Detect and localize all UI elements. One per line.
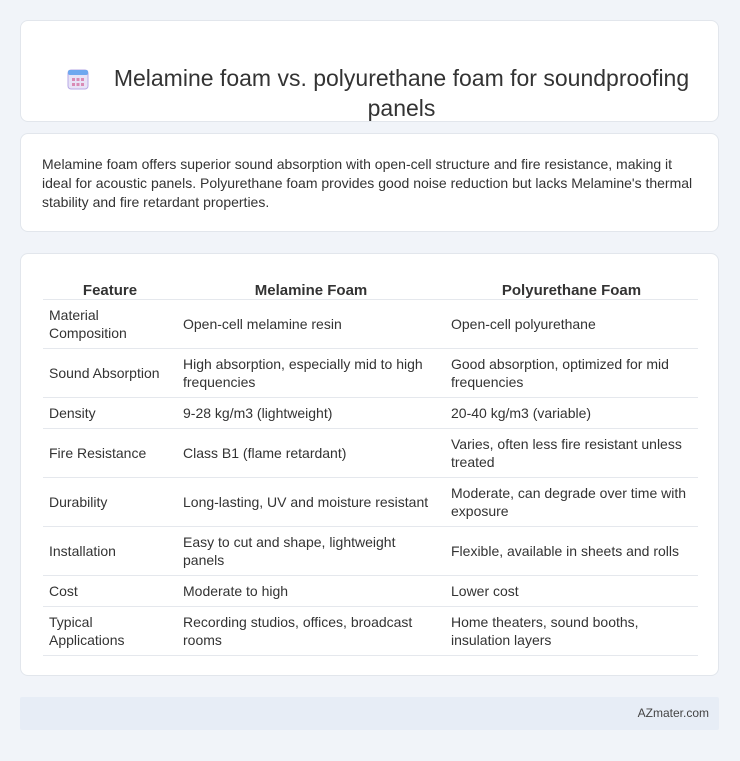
feature-cell: Sound Absorption bbox=[43, 348, 177, 397]
melamine-cell: Recording studios, offices, broadcast rooms bbox=[177, 606, 445, 655]
calendar-grid-icon bbox=[67, 68, 89, 90]
melamine-cell: Moderate to high bbox=[177, 575, 445, 606]
table-row bbox=[43, 428, 698, 477]
table-header-row bbox=[43, 276, 698, 299]
melamine-cell: 9-28 kg/m3 (lightweight) bbox=[177, 397, 445, 428]
column-header-melamine: Melamine Foam bbox=[254, 281, 368, 299]
polyurethane-cell: Flexible, available in sheets and rolls bbox=[445, 526, 698, 575]
feature-cell: Cost bbox=[43, 575, 177, 606]
comparison-table bbox=[43, 276, 698, 656]
table-row bbox=[43, 477, 698, 526]
polyurethane-cell: 20-40 kg/m3 (variable) bbox=[445, 397, 698, 428]
melamine-cell: Open-cell melamine resin bbox=[177, 299, 445, 348]
polyurethane-cell: Lower cost bbox=[445, 575, 698, 606]
page-title: Melamine foam vs. polyurethane foam for soundproofing panels bbox=[113, 65, 690, 121]
polyurethane-cell: Home theaters, sound booths, insulation layers bbox=[445, 606, 698, 655]
summary-card bbox=[20, 133, 719, 232]
comparison-table-card bbox=[20, 253, 719, 676]
polyurethane-cell: Open-cell polyurethane bbox=[445, 299, 698, 348]
polyurethane-cell: Good absorption, optimized for mid frequencies bbox=[445, 348, 698, 397]
feature-cell: Material Composition bbox=[43, 299, 177, 348]
feature-cell: Density bbox=[43, 397, 177, 428]
melamine-cell: Easy to cut and shape, lightweight panels bbox=[177, 526, 445, 575]
table-row bbox=[43, 575, 698, 606]
polyurethane-cell: Moderate, can degrade over time with exposure bbox=[445, 477, 698, 526]
title-card bbox=[20, 20, 719, 122]
footer bbox=[20, 697, 719, 730]
feature-cell: Durability bbox=[43, 477, 177, 526]
melamine-cell: Long-lasting, UV and moisture resistant bbox=[177, 477, 445, 526]
footer-site-link[interactable]: AZmater.com bbox=[637, 706, 709, 720]
column-header-polyurethane: Polyurethane Foam bbox=[501, 281, 642, 299]
feature-cell: Installation bbox=[43, 526, 177, 575]
melamine-cell: Class B1 (flame retardant) bbox=[177, 428, 445, 477]
table-row bbox=[43, 397, 698, 428]
polyurethane-cell: Varies, often less fire resistant unless treated bbox=[445, 428, 698, 477]
table-row bbox=[43, 348, 698, 397]
feature-cell: Fire Resistance bbox=[43, 428, 177, 477]
melamine-cell: High absorption, especially mid to high frequencies bbox=[177, 348, 445, 397]
table-row bbox=[43, 299, 698, 348]
summary-text: Melamine foam offers superior sound absorption with open-cell structure and fire resistance, making it ideal for acoustic panels. Polyurethane foam provides good noise reduction but lacks Melamine's thermal stability and fire retardant properties. bbox=[42, 156, 693, 210]
table-row bbox=[43, 606, 698, 655]
table-row bbox=[43, 526, 698, 575]
column-header-feature: Feature bbox=[82, 281, 138, 299]
feature-cell: Typical Applications bbox=[43, 606, 177, 655]
